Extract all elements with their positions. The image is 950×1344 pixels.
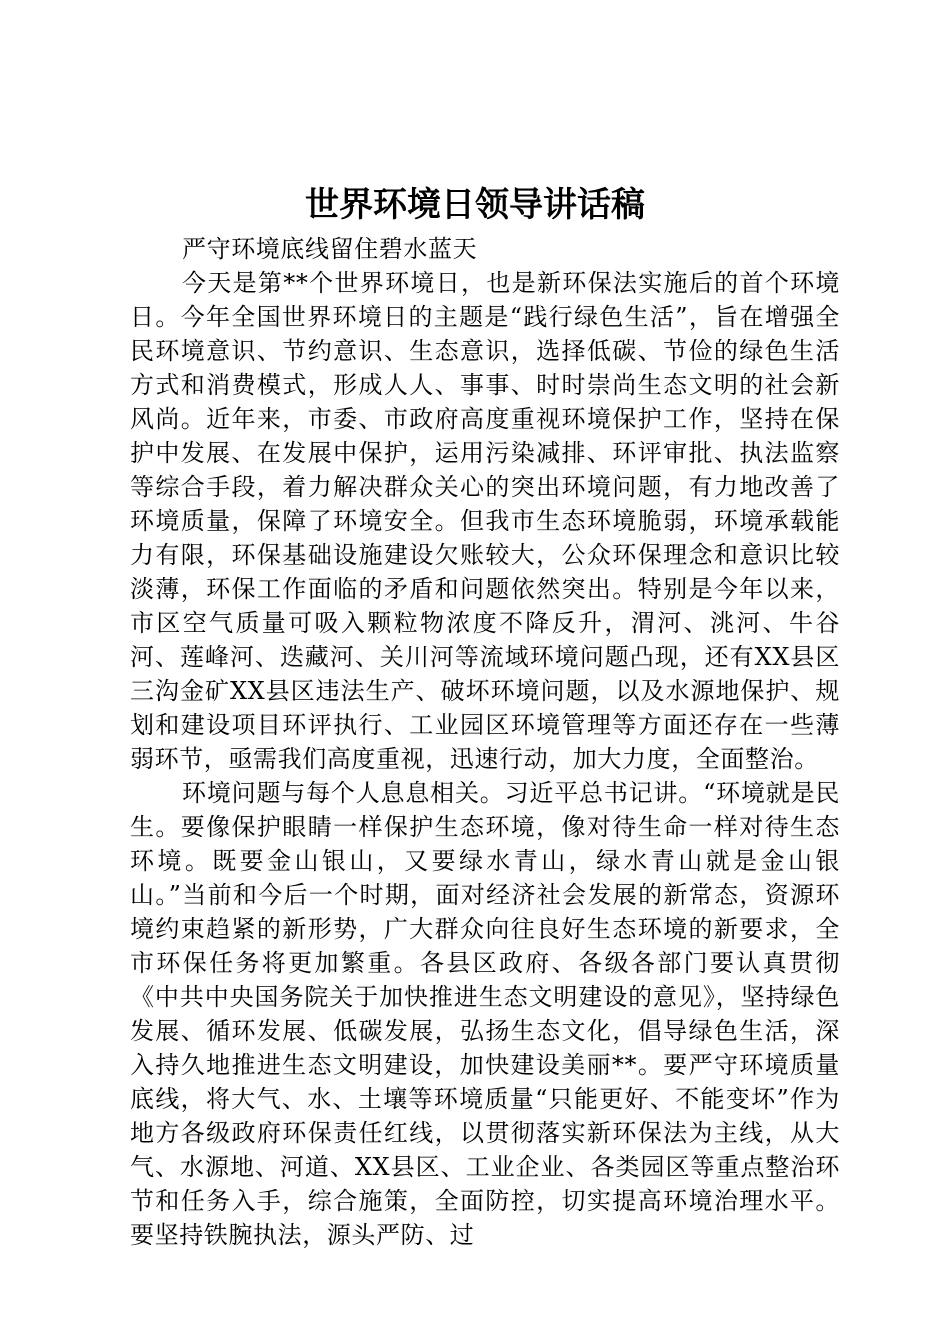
- document-title: 世界环境日领导讲话稿: [305, 185, 645, 225]
- body-paragraph: 今天是第**个世界环境日，也是新环保法实施后的首个环境日。今年全国世界环境日的主题是“践行绿色生活”，旨在增强全民环境意识、节约意识、生态意识，选择低碳、节俭的绿色生活方式和消费模式，形成人人、事事、时时崇尚生态文明的社会新风尚。近年来，市委、市政府高度重视环境保护工作，坚持在保护中发展、在发展中保护，运用污染减排、环评审批、执法监察等综合手段，着力解决群众关心的突出环境问题，有力地改善了环境质量，保障了环境安全。但我市生态环境脆弱，环境承载能力有限，环保基础设施建设欠账较大，公众环保理念和意识比较淡薄，环保工作面临的矛盾和问题依然突出。特别是今年以来，市区空气质量可吸入颗粒物浓度不降反升，渭河、洮河、牛谷河、莲峰河、迭藏河、关川河等流域环境问题凸现，还有XX县区三沟金矿XX县区违法生产、破坏环境问题，以及水源地保护、规划和建设项目环评执行、工业园区环境管理等方面还存在一些薄弱环节，亟需我们高度重视，迅速行动，加大力度，全面整治。: [130, 269, 840, 773]
- document-body: [130, 232, 840, 1252]
- body-paragraph: 环境问题与每个人息息相关。习近平总书记讲。“环境就是民生。要像保护眼睛一样保护生态环境，像对待生命一样对待生态环境。既要金山银山，又要绿水青山，绿水青山就是金山银山。”当前和今后一个时期，面对经济社会发展的新常态，资源环境约束趋紧的新形势，广大群众向往良好生态环境的新要求，全市环保任务将更加繁重。各县区政府、各级各部门要认真贯彻《中共中央国务院关于加快推进生态文明建设的意见》，坚持绿色发展、循环发展、低碳发展，弘扬生态文化，倡导绿色生活，深入持久地推进生态文明建设，加快建设美丽**。要严守环境质量底线，将大气、水、土壤等环境质量“只能更好、不能变坏”作为地方各级政府环保责任红线，以贯彻落实新环保法为主线，从大气、水源地、河道、XX县区、工业企业、各类园区等重点整治环节和任务入手，综合施策，全面防控，切实提高环境治理水平。要坚持铁腕执法，源头严防、过: [130, 779, 840, 1249]
- subtitle-paragraph: 严守环境底线留住碧水蓝天: [182, 235, 478, 263]
